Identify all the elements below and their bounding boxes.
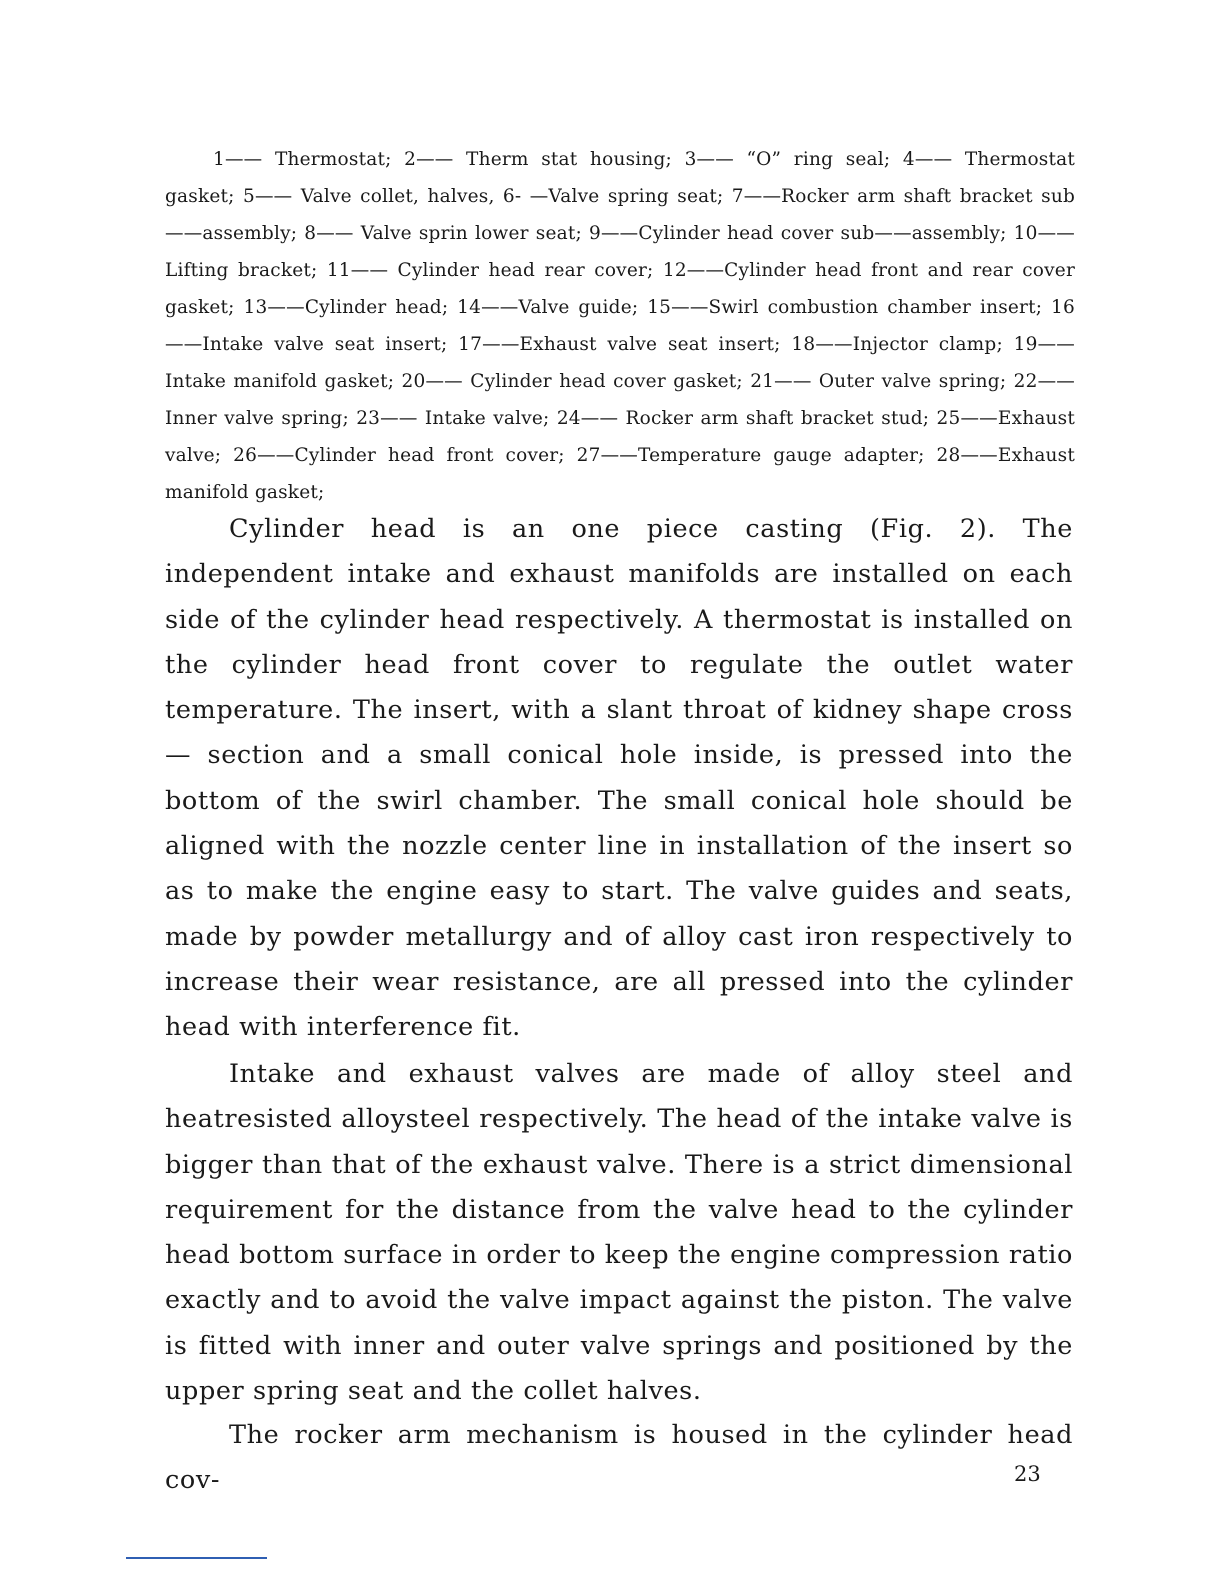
figure-legend: 1—— Thermostat; 2—— Therm stat housing; 3—— “O” ring seal; 4—— Thermostat gasket; 5—— Valve collet, halves, 6- —Valve spring seat; 7——Rocker arm shaft bracket sub——assembly; 8—— Valve sprin lower seat; 9——Cylinder head cover sub——assembly; 10——Lifting bracket; 11—— Cylinder head rear cover; 12——Cylinder head front and rear cover gasket; 13——Cylinder head; 14——Valve guide; 15——Swirl combustion chamber insert; 16——Intake valve seat insert; 17——Exhaust valve seat insert; 18——Injector clamp; 19—— Intake manifold gasket; 20—— Cylinder head cover gasket; 21—— Outer valve spring; 22—— Inner valve spring; 23—— Intake valve; 24—— Rocker arm shaft bracket stud; 25——Exhaust valve; 26——Cylinder head front cover; 27——Temperature gauge adapter; 28——Exhaust manifold gasket;	[165, 149, 1075, 503]
body-paragraph-cylinder-head: Cylinder head is an one piece casting (Fig. 2). The independent intake and exhaust manifolds are installed on each side of the cylinder head respectively. A thermostat is installed on the cylinder head front cover to regulate the outlet water temperature. The insert, with a slant throat of kidney shape cross — section and a small conical hole inside, is pressed into the bottom of the swirl chamber. The small conical hole should be aligned with the nozzle center line in installation of the insert so as to make the engine easy to start. The valve guides and seats, made by powder metallurgy and of alloy cast iron respectively to increase their wear resistance, are all pressed into the cylinder head with interference fit.	[165, 514, 1073, 1043]
body-paragraph-rocker-arm: The rocker arm mechanism is housed in the cylinder head cov-	[165, 1420, 1073, 1496]
body-paragraph-valves: Intake and exhaust valves are made of alloy steel and heatresisted alloysteel respectively. The head of the intake valve is bigger than that of the exhaust valve. There is a strict dimensional requirement for the distance from the valve head to the cylinder head bottom surface in order to keep the engine compression ratio exactly and to avoid the valve impact against the piston. The valve is fitted with inner and outer valve springs and positioned by the upper spring seat and the collet halves.	[165, 1059, 1073, 1407]
page-number: 23	[1014, 1462, 1041, 1486]
footnote-rule	[126, 1557, 267, 1559]
